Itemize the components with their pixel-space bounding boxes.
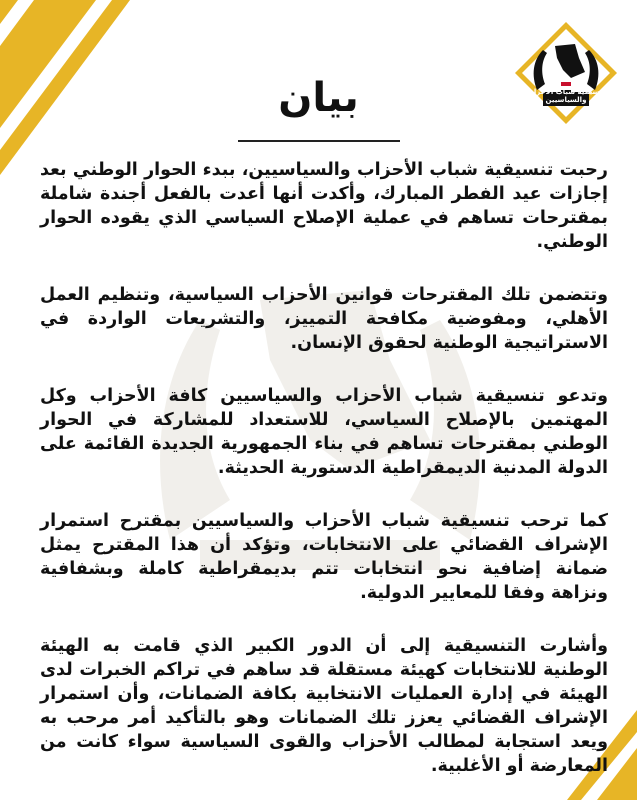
paragraph-5: وأشارت التنسيقية إلى أن الدور الكبير الذي قامت به الهيئة الوطنية للانتخابات كهيئة مستقلة قد ساهم في تراكم الخبرات لدى الهيئة في إدارة العمليات الانتخابية بكافة الضمانات، وأن استمرار الإشراف القضائي يعزز تلك الضمانات وهو بالتأكيد أمر مرحب به ويعد استجابة لمطالب الأحزاب والقوى السياسية سواء كانت من المعارضة أو الأغلبية.: [40, 636, 608, 776]
page-title: بيان: [278, 75, 359, 121]
paragraph-4: كما ترحب تنسيقية شباب الأحزاب والسياسيين بمقترح استمرار الإشراف القضائي على الانتخابات، وتؤكد أن هذا المقترح يمثل ضمانة إضافية نحو انتخابات تتم بديمقراطية كاملة وبشفافية ونزاهة وفقا للمعايير الدولية.: [40, 511, 608, 603]
paragraph-1: رحبت تنسيقية شباب الأحزاب والسياسيين، ببدء الحوار الوطني بعد إجازات عيد الفطر المبارك، وأكدت أنها أعدت بالفعل أجندة شاملة بمقترحات تساهم في عملية الإصلاح السياسي الذي يقوده الحوار الوطني.: [40, 160, 608, 252]
paragraph-2: وتتضمن تلك المقترحات قوانين الأحزاب السياسية، وتنظيم العمل الأهلي، ومفوضية مكافحة التمييز، والتشريعات الواردة في الاستراتيجية الوطنية لحقوق الإنسان.: [40, 285, 608, 353]
paragraph-3: وتدعو تنسيقية شباب الأحزاب والسياسيين كافة الأحزاب وكل المهتمين بالإصلاح السياسي، للاستعداد للمشاركة في الحوار الوطني بمقترحات تساهم في بناء الجمهورية الجديدة القائمة على الدولة المدنية الديمقراطية الدستورية الحديثة.: [40, 386, 608, 478]
logo-caption: تنسيقية شباب الأحزاب والسياسيين: [526, 88, 606, 104]
statement-body: [40, 158, 608, 807]
title-underline: [238, 140, 400, 142]
